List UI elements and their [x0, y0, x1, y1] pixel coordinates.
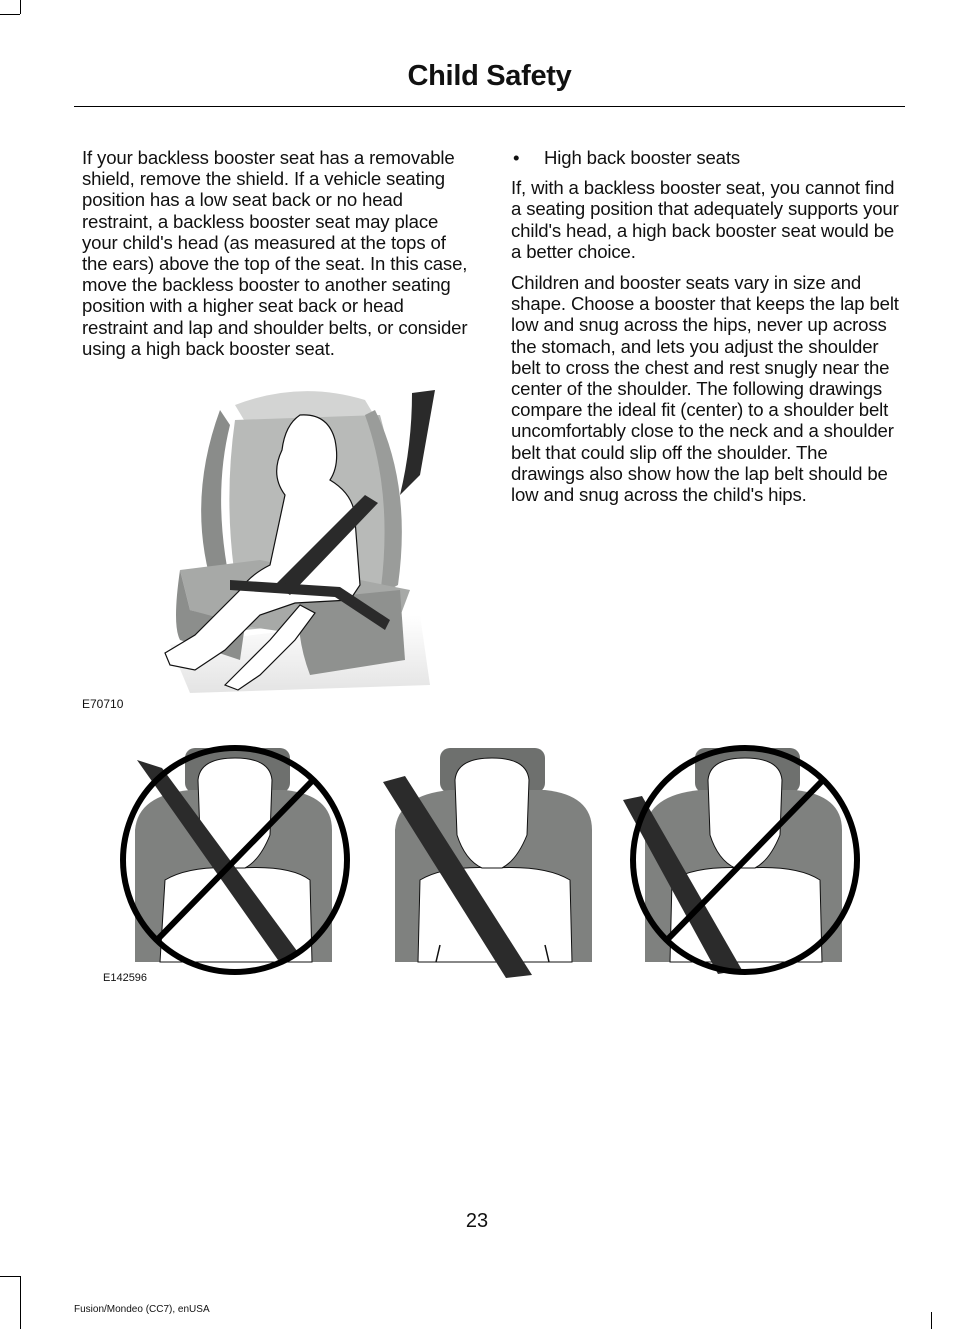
body-paragraph: If your backless booster seat has a removable shield, remove the shield. If a vehicle seating position has a low seat back or no head restraint, a backless booster seat may place your child's head (as measured at the tops of the ears) above the top of the seat. In this case, move the backless booster to another seating position with a higher seat back or head restraint and lap and shoulder belts, or consider using a high back booster seat.	[82, 147, 468, 359]
figure-label: E142596	[103, 972, 148, 984]
booster-seat-illustration	[150, 385, 445, 697]
shoulder-belt-upper	[400, 390, 435, 495]
body-paragraph: Children and booster seats vary in size and shape. Choose a booster that keeps the lap belt low and snug across the hips, never up across the stomach, and lets you adjust the shoulder belt to cross the chest and rest snugly near the center of the shoulder. The following drawings compare the ideal fit (center) to a shoulder belt uncomfortably close to the neck and a shoulder belt that could slip off the shoulder. The drawings also show how the lap belt should be low and snug across the child's hips.	[511, 272, 899, 506]
page-title: Child Safety	[407, 60, 572, 92]
belt-off-shoulder-prohibited-icon	[623, 748, 857, 974]
crop-mark	[0, 1276, 20, 1277]
right-column	[511, 147, 903, 515]
belt-correct-fit-icon	[383, 748, 592, 978]
belt-too-close-to-neck-prohibited-icon	[123, 748, 347, 972]
body-paragraph: If, with a backless booster seat, you cannot find a seating position that adequately supports your child's head, a high back booster seat would be a better choice.	[511, 177, 899, 262]
figure-label: E70710	[82, 697, 124, 711]
crop-mark	[20, 0, 21, 14]
footer-text: Fusion/Mondeo (CC7), enUSA	[74, 1304, 210, 1315]
crop-mark	[0, 14, 20, 15]
crop-mark	[20, 1276, 21, 1329]
crop-mark	[931, 1312, 932, 1329]
bullet-text: High back booster seats	[544, 147, 741, 168]
page-number: 23	[465, 1210, 489, 1232]
header-divider	[74, 106, 905, 107]
bullet-symbol: •	[513, 147, 520, 168]
belt-fit-illustration	[100, 740, 870, 985]
bullet-item	[511, 147, 903, 168]
left-column	[82, 147, 474, 369]
